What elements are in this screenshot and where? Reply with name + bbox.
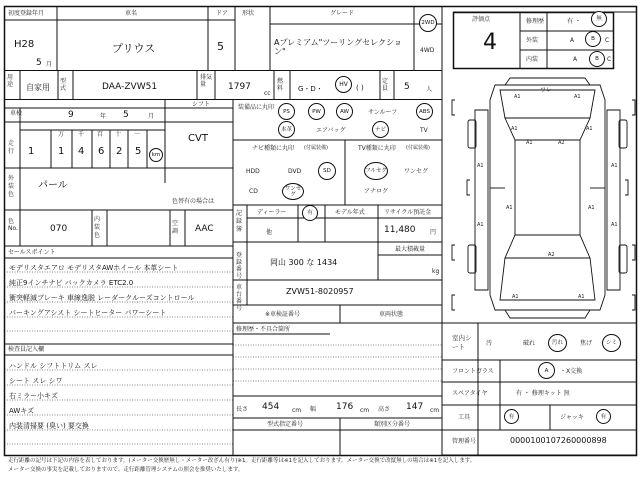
interior-a: A <box>573 56 578 63</box>
score-value: 4 <box>483 30 497 55</box>
inspection-year-unit: 年 <box>100 113 107 120</box>
tv-type-label: TV種類に丸印 <box>358 145 396 152</box>
doors-label: ドア <box>216 10 228 17</box>
tv-fullseg-circle: フルセグ <box>364 162 388 180</box>
plate: 岡山 300 な 1434 <box>270 258 338 267</box>
interior-c: C <box>607 56 612 63</box>
diagram-code-7: A2 <box>558 140 565 146</box>
diagram-code-4: A1 <box>477 163 484 169</box>
diagram-code-5: A1 <box>611 163 618 169</box>
mileage-unit-1: 千 <box>78 131 85 138</box>
mileage-label: 走行 <box>8 140 15 155</box>
drive-2wd-circle: 2WD <box>419 14 437 32</box>
dealer-label: ディーラー <box>257 209 287 216</box>
width-unit: cm <box>360 407 370 414</box>
mileage-unit-0: 万 <box>58 131 65 138</box>
length-label: 長さ <box>236 406 249 413</box>
note-line-3: AWキズ <box>9 407 35 415</box>
mileage-digit-1: 1 <box>58 146 65 157</box>
height-unit: cm <box>430 407 440 414</box>
navi-dvd: DVD <box>288 168 302 175</box>
tv-sub-label: (付属装備) <box>406 145 430 151</box>
height: 147 <box>406 402 424 412</box>
equip-navi-circle: ナビ <box>372 121 389 138</box>
tv-analog: アナログ <box>364 188 389 195</box>
exterior-label: 外装 <box>526 37 539 44</box>
seat-option-0: 汚 <box>486 340 493 347</box>
diagram-code-2: A1 <box>511 126 518 132</box>
notes-label: 検査員記入欄 <box>8 346 45 353</box>
diagram-code-13: A1 <box>512 294 519 300</box>
navi-hdd: HDD <box>246 168 260 175</box>
shape-label: 形状 <box>242 10 255 17</box>
drive-4wd: 4WD <box>420 47 435 54</box>
jack-label: ジャッキ <box>560 414 584 421</box>
color-label: 外装色 <box>8 175 15 198</box>
exterior-c: C <box>605 37 610 44</box>
color-no-value: 070 <box>50 224 68 234</box>
note-line-4: 内装清掃要 (臭い) 要交換 <box>9 422 89 430</box>
car-name: プリウス <box>112 42 156 55</box>
seat-option-2: 焦げ <box>580 340 593 347</box>
capacity-label: 定員 <box>382 78 389 92</box>
format-number-label: 型式指定番号 <box>267 421 304 428</box>
equipment-label: 装備品に丸印 <box>238 104 275 111</box>
jack-yes-circle: 有 <box>596 409 611 424</box>
first-reg-era: H28 <box>14 39 35 50</box>
mgmt-value: 0000100107260000898 <box>510 436 607 445</box>
seat-dirty-circle: 汚れ <box>548 334 567 352</box>
score-label: 評価点 <box>472 16 491 23</box>
sales-line-0: モデリスタエアロ モデリスタAWホイール 本革シート <box>9 264 179 272</box>
capacity: 5 <box>404 82 410 92</box>
recycle-label: リサイクル預託金 <box>384 209 432 216</box>
footer-line-1: 走行距離の記号は下記の内容を表しております。(メーター交換歴無し・メーター改ざん有り)※1。走行距離等は※1を記入しております。メーター交換で改竄無しの場合は※1を記入します。 <box>8 458 476 464</box>
exterior-a: A <box>570 37 575 44</box>
chassis: ZVW51-8020957 <box>286 287 354 296</box>
navi-type-label: ナビ種類に丸印 <box>252 145 295 152</box>
vehicle-status-label: 車両状態 <box>379 311 404 318</box>
shift-label: シフト <box>192 101 211 108</box>
usage: 自家用 <box>26 83 50 92</box>
note-line-2: 右ミラー小キズ <box>9 392 58 400</box>
inspection-year: 9 <box>68 110 74 120</box>
repair-history-label: 修理歴・不具合箇所 <box>236 326 291 333</box>
repair-options: 有 ・ <box>567 18 581 25</box>
spare-options: 有 ・ 修理キット 無 <box>516 390 570 397</box>
mileage-km-circle: km <box>149 148 163 162</box>
aircon-label: 空調 <box>172 220 179 235</box>
seat-label: 室内シート <box>452 334 472 351</box>
equip-ps-circle: PS <box>278 103 295 120</box>
mileage-digit-4: 2 <box>116 146 123 157</box>
mileage-digit-0: 1 <box>28 146 35 157</box>
recycle-value: 11,480 <box>384 225 416 235</box>
usage-label: 用途 <box>7 74 14 88</box>
navi-sub-label: (付属装備) <box>304 145 328 151</box>
tools-label: 工具 <box>458 414 471 421</box>
interior-color-label: 内装色 <box>94 216 101 239</box>
diagram-code-0: A1 <box>514 94 521 100</box>
month-unit: 月 <box>46 61 53 68</box>
model-year-label: モデル年式 <box>335 209 365 216</box>
diagram-code-14: A1 <box>578 294 585 300</box>
first-reg-label: 初度登録年月 <box>8 10 45 17</box>
car-name-label: 車名 <box>125 10 138 17</box>
navi-cd: CD <box>249 188 258 195</box>
equip-aw-circle: AW <box>336 103 353 120</box>
sales-line-2: 衝突軽減ブレーキ 車線逸脱 レーダークルーズコントロール <box>9 294 195 302</box>
repair-label: 修理歴 <box>526 18 545 25</box>
mileage-unit-2: 百 <box>97 131 104 138</box>
diagram-code-8: A1 <box>506 205 513 211</box>
fuel-hv-circle: HV <box>335 76 352 93</box>
mileage-digit-2: 4 <box>78 146 85 157</box>
footer-line-2: メーター交換の事実を記載しておりますので、走行距離管理システムの照会を推奨いたします。 <box>8 467 244 473</box>
shift: CVT <box>188 133 208 144</box>
equip-tv: TV <box>420 127 428 134</box>
recycle-unit: 円 <box>430 229 437 236</box>
exterior-b-circle: B <box>585 31 601 47</box>
mileage-digit-5: 5 <box>135 146 142 157</box>
cc-label: 排気量 <box>200 74 213 88</box>
tv-oneseg: ワンセグ <box>404 168 429 175</box>
equip-sunroof: サンルーフ <box>368 109 398 116</box>
grade: Aプレミアム"ツーリングセレクション" <box>274 38 402 56</box>
note-line-1: シート スレ シワ <box>9 377 63 385</box>
inspection-month: 5 <box>123 110 129 120</box>
navi-sd-circle: SD <box>318 162 336 180</box>
length-unit: cm <box>292 407 302 414</box>
warranty-label: 記録簿 <box>236 210 243 233</box>
equip-airbag: エアバッグ <box>316 127 346 134</box>
inspection-month-unit: 月 <box>148 113 155 120</box>
cc-unit: cc <box>264 90 271 97</box>
mileage-unit-4: 一 <box>134 131 141 138</box>
glass-a-circle: A <box>538 362 555 379</box>
load-unit: kg <box>432 268 440 275</box>
fuel-paren: ( ) <box>356 84 364 92</box>
type-label: 型式 <box>60 78 67 92</box>
diagram-code-1: A1 <box>574 94 581 100</box>
height-label: 高さ <box>378 406 391 413</box>
class-number-label: 類別区分番号 <box>374 421 411 428</box>
plate-label: 登録番号 <box>236 252 243 280</box>
max-load-label: 最大積載量 <box>395 246 426 253</box>
capacity-unit: 人 <box>426 86 433 93</box>
mgmt-label: 管理番号 <box>452 438 477 445</box>
color-no-label: 色No. <box>8 218 18 232</box>
interior-label: 内装 <box>526 56 539 63</box>
chassis-label: 車台番号 <box>236 284 243 312</box>
warranty-other: 他 <box>266 229 273 236</box>
glass-other: ・X交換 <box>560 368 583 375</box>
mileage-unit-3: 十 <box>115 131 122 138</box>
diagram-label-top: ワレ <box>540 87 553 94</box>
color-value: パール <box>38 180 68 191</box>
seat-stain-circle: シミ <box>602 334 621 352</box>
diagram-code-9: A1 <box>588 205 595 211</box>
equip-pw-circle: PW <box>308 103 325 120</box>
fuel-label: 燃料 <box>277 78 284 92</box>
aircon: AAC <box>195 224 214 234</box>
color-note: 色替有の場合は <box>172 198 215 205</box>
type: DAA-ZVW51 <box>102 82 158 92</box>
first-reg-month: 5 <box>36 58 42 68</box>
interior-b-circle: B <box>589 51 605 67</box>
tools-yes-circle: 有 <box>504 409 519 424</box>
width-label: 幅 <box>310 406 317 413</box>
cc: 1797 <box>228 82 251 92</box>
sales-line-1: 純正9インチナビ バックカメラ ETC2.0 <box>9 279 134 287</box>
inspection-label: 車検 <box>10 110 23 117</box>
seat-option-1: 破れ <box>523 340 536 347</box>
repair-none-circle: 無 <box>591 11 607 27</box>
doors: 5 <box>217 40 224 53</box>
width: 176 <box>336 402 354 412</box>
mileage-digit-3: 6 <box>98 146 105 157</box>
grade-label: グレード <box>330 10 355 17</box>
equip-leather-circle: 本革 <box>278 121 295 138</box>
equip-abs-circle: ABS <box>416 103 433 120</box>
diagram-code-11: A1 <box>611 222 618 228</box>
diagram-code-12: A2 <box>548 252 555 258</box>
navi-oneseg-circle: ワンセグ <box>282 183 304 200</box>
glass-label: フロントガラス <box>452 368 494 375</box>
diagram-code-10: A1 <box>477 222 484 228</box>
fuel-options: G・D・ <box>298 85 323 93</box>
dealer-yes-circle: 有 <box>302 205 318 221</box>
sales-line-3: パーキングアシスト シートヒーター パワーシート <box>9 309 167 317</box>
cert-number-label: ※車検証番号 <box>265 311 301 318</box>
length: 454 <box>262 402 280 412</box>
spare-label: スペアタイヤ <box>452 390 488 397</box>
note-line-0: ハンドル シフトトリム スレ <box>9 362 98 370</box>
diagram-code-6: A1 <box>526 140 533 146</box>
diagram-code-3: A1 <box>586 126 593 132</box>
sales-points-label: セールスポイント <box>8 249 56 256</box>
